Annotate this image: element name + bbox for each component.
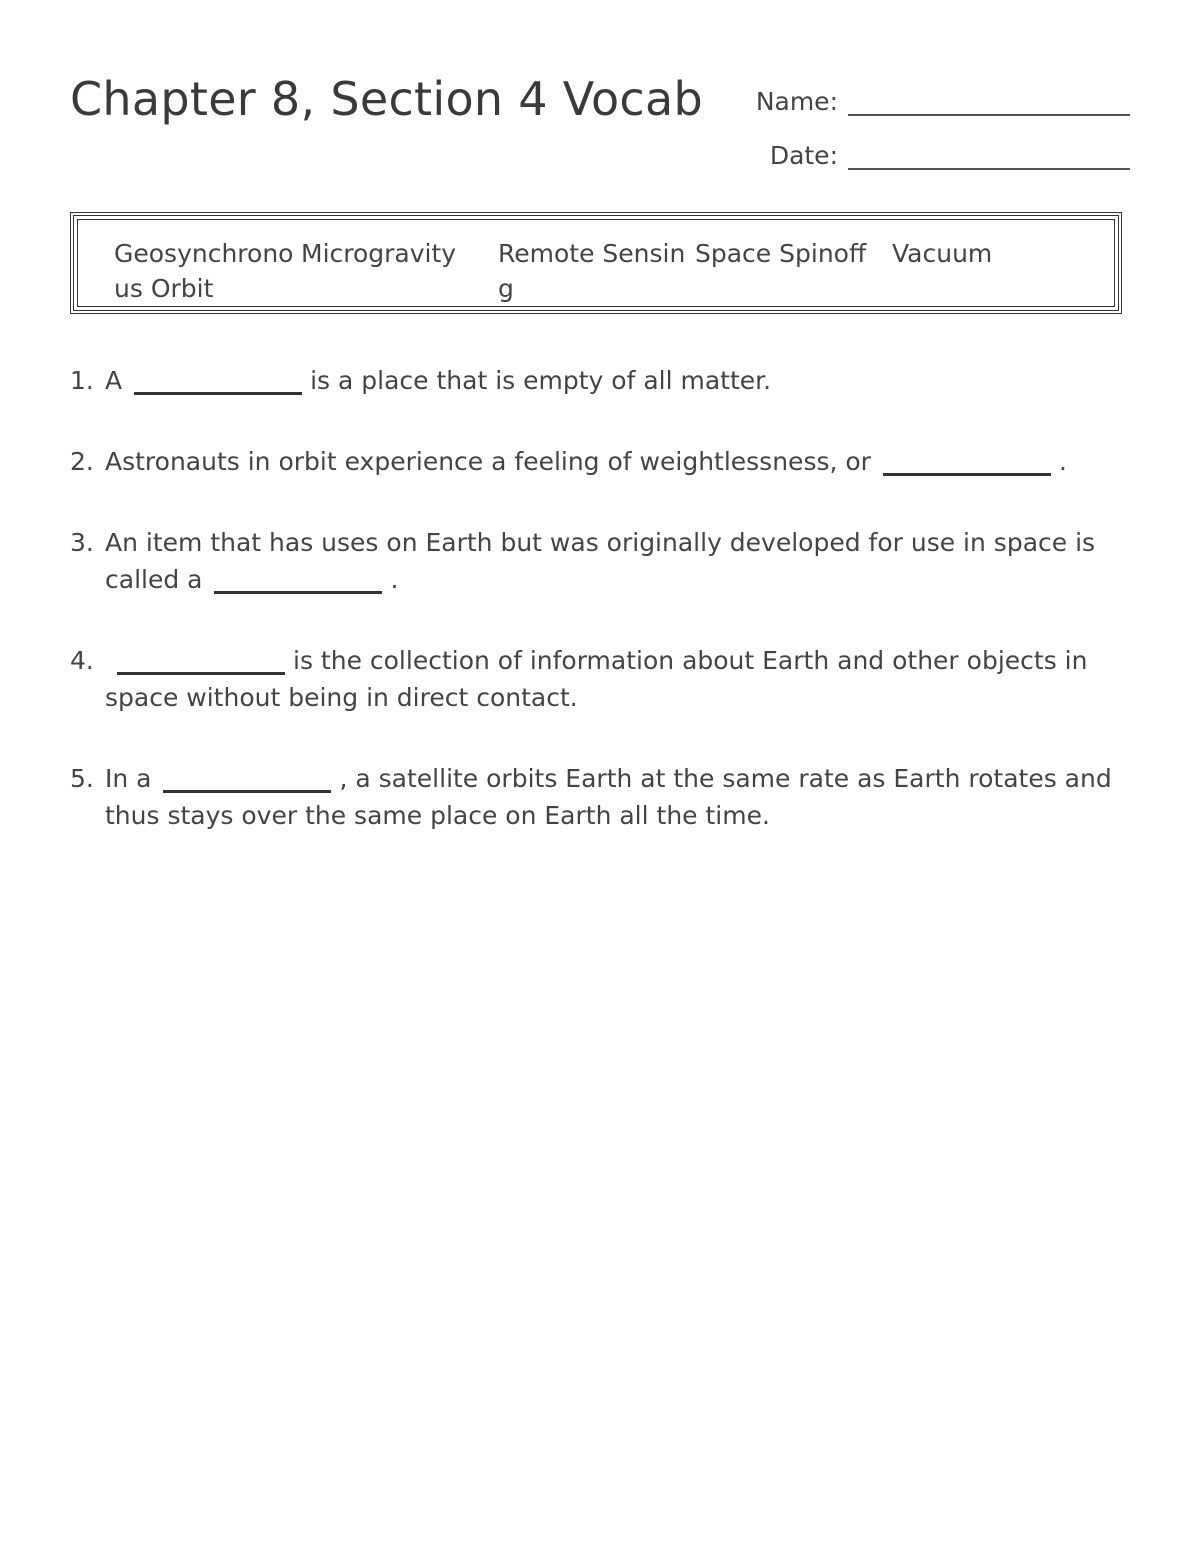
question-text-after: . <box>390 565 399 594</box>
name-field[interactable] <box>848 78 1130 116</box>
date-row <box>740 132 1130 170</box>
answer-blank[interactable] <box>117 644 285 675</box>
question-text-before: Astronauts in orbit experience a feeling of weightlessness, or <box>105 447 871 476</box>
name-row <box>740 78 1130 116</box>
page-title: Chapter 8, Section 4 Vocab <box>70 72 703 126</box>
word-bank-term: Geosynchronous Orbit <box>114 239 294 303</box>
answer-blank[interactable] <box>163 762 331 793</box>
question-item <box>70 760 1130 834</box>
answer-blank[interactable] <box>134 364 302 395</box>
word-bank <box>70 212 1122 314</box>
question-text-after: is a place that is empty of all matter. <box>310 366 772 395</box>
question-number: 3. <box>70 528 94 557</box>
question-text-before: A <box>105 366 123 395</box>
question-text-after: , a satellite orbits Earth at the same rate as Earth rotates and thus stays over the same place on Earth all the time. <box>105 764 1112 830</box>
question-number: 1. <box>70 366 94 395</box>
question-number: 5. <box>70 764 94 793</box>
answer-blank[interactable] <box>214 563 382 594</box>
question-number: 2. <box>70 447 94 476</box>
date-field[interactable] <box>848 132 1130 170</box>
question-item <box>70 443 1130 480</box>
question-text-before: In a <box>105 764 152 793</box>
word-bank-term: Remote Sensing <box>498 239 686 303</box>
word-bank-term: Microgravity <box>301 239 457 268</box>
word-bank-term: Space Spinoff <box>695 239 867 268</box>
question-text-after: is the collection of information about Earth and other objects in space without being in direct contact. <box>105 646 1088 712</box>
question-item <box>70 524 1130 598</box>
date-label: Date: <box>769 141 838 170</box>
name-label: Name: <box>755 87 838 116</box>
word-bank-term: Vacuum <box>892 239 993 268</box>
question-item <box>70 362 1130 399</box>
question-number: 4. <box>70 646 94 675</box>
question-item <box>70 642 1130 716</box>
question-list <box>70 360 1130 834</box>
question-text-after: . <box>1058 447 1067 476</box>
answer-blank[interactable] <box>883 445 1051 476</box>
question-text-before: An item that has uses on Earth but was originally developed for use in space is called a <box>105 528 1096 594</box>
